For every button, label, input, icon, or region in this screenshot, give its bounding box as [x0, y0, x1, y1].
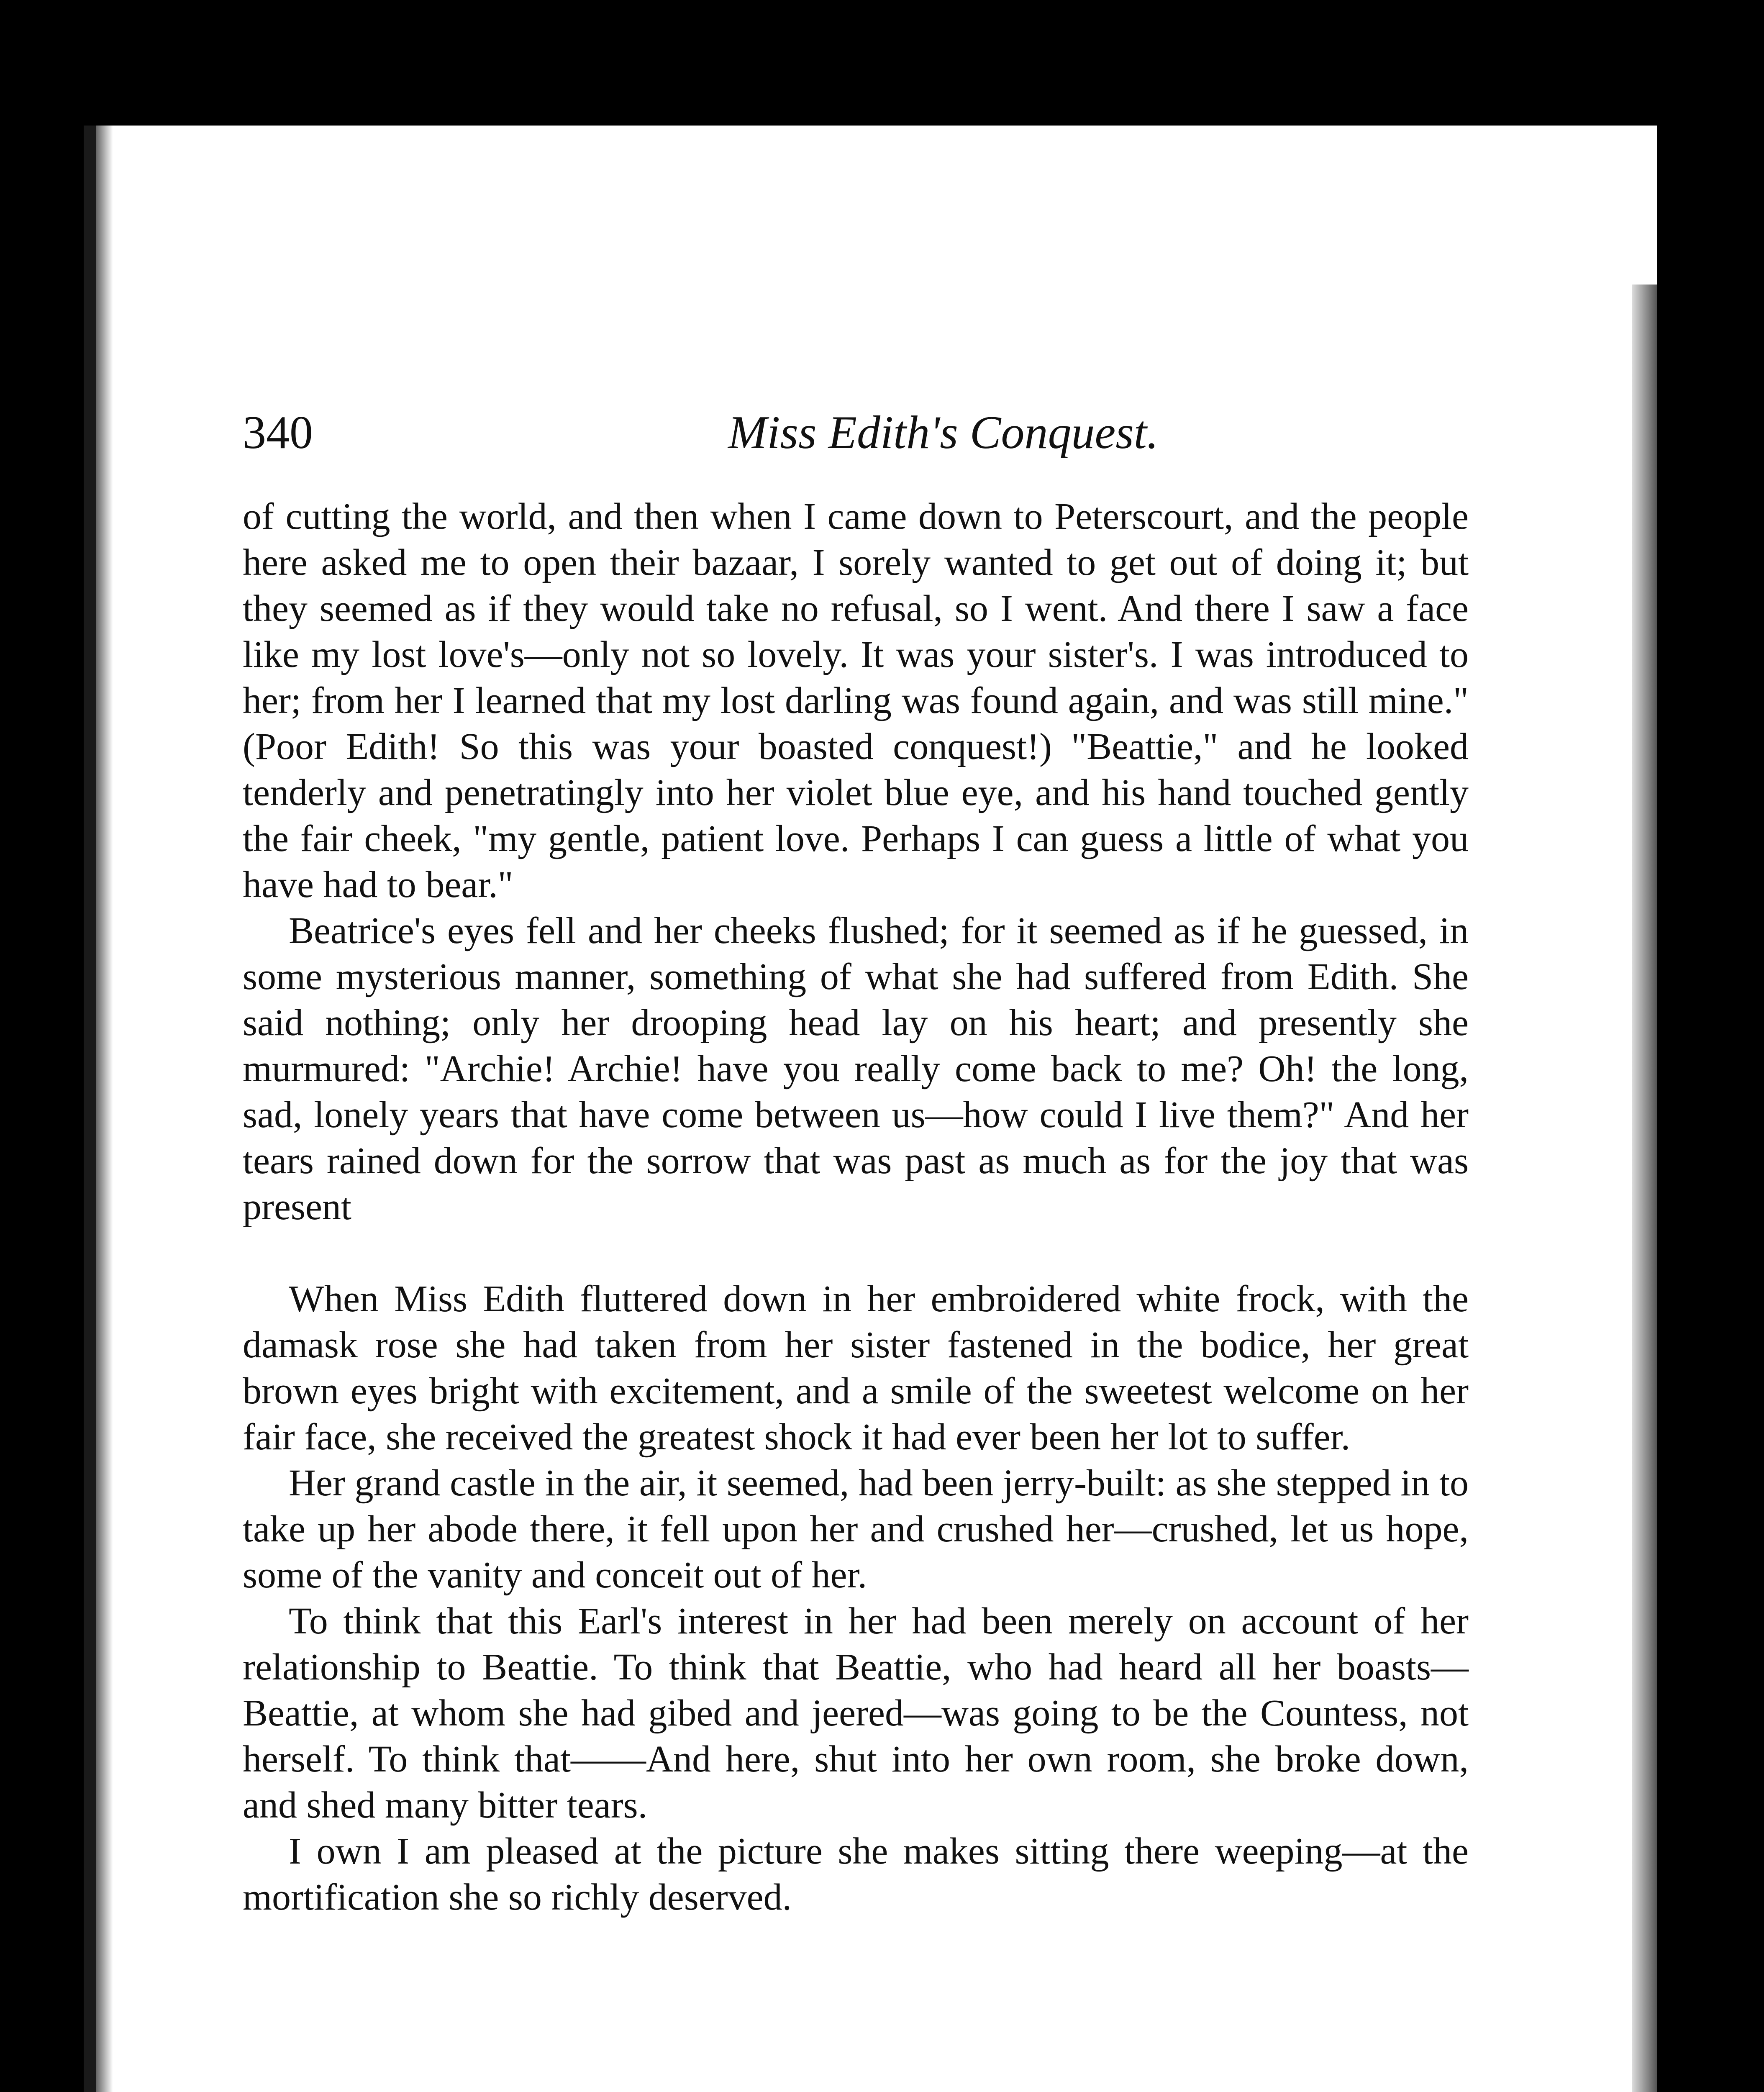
- spine-shadow: [96, 126, 113, 2092]
- body-text: [243, 494, 1469, 1920]
- paragraph: of cutting the world, and then when I came down to Peterscourt, and the people here asked me to open their bazaar, I sorely wanted to get out of doing it; but they seemed as if they would take no refusal, so I went. And there I saw a face like my lost love's—only not so lovely. It was your sister's. I was introduced to her; from her I learned that my lost darling was found again, and was still mine." (Poor Edith! So this was your boasted conquest!) "Beattie," and he looked tenderly and penetratingly into her violet blue eye, and his hand touched gently the fair cheek, "my gentle, patient love. Perhaps I can guess a little of what you have had to bear.": [243, 496, 1469, 905]
- running-title: Miss Edith's Conquest.: [728, 407, 1159, 459]
- page-number: 340: [243, 407, 313, 459]
- page-edge: [1632, 285, 1657, 2092]
- paragraph: I own I am pleased at the picture she makes sitting there weeping—at the mortification she so richly deserved.: [243, 1830, 1469, 1918]
- paragraph: When Miss Edith fluttered down in her embroidered white frock, with the damask rose she had taken from her sister fastened in the bodice, her great brown eyes bright with excitement, and a smile of the sweetest welcome on her fair face, she received the greatest shock it had ever been her lot to suffer.: [243, 1278, 1469, 1458]
- book-page: [84, 126, 1657, 2092]
- paragraph: Her grand castle in the air, it seemed, had been jerry-built: as she stepped in to take up her abode there, it fell upon her and crushed her—crushed, let us hope, some of the vanity and conceit out of her.: [243, 1462, 1469, 1596]
- section-break: [243, 1230, 1469, 1276]
- paragraph: Beatrice's eyes fell and her cheeks flushed; for it seemed as if he guessed, in some mysterious manner, something of what she had suffered from Edith. She said nothing; only her drooping head lay on his heart; and presently she murmured: "Archie! Archie! have you really come back to me? Oh! the long, sad, lonely years that have come between us—how could I live them?" And her tears rained down for the sorrow that was past as much as for the joy that was present: [243, 910, 1469, 1228]
- paragraph: To think that this Earl's interest in her had been merely on account of her relationship to Beattie. To think that Beattie, who had heard all her boasts—Beattie, at whom she had gibed and jeered—was going to be the Countess, not herself. To think that——And here, shut into her own room, she broke down, and shed many bitter tears.: [243, 1600, 1469, 1826]
- running-header: [243, 406, 1351, 473]
